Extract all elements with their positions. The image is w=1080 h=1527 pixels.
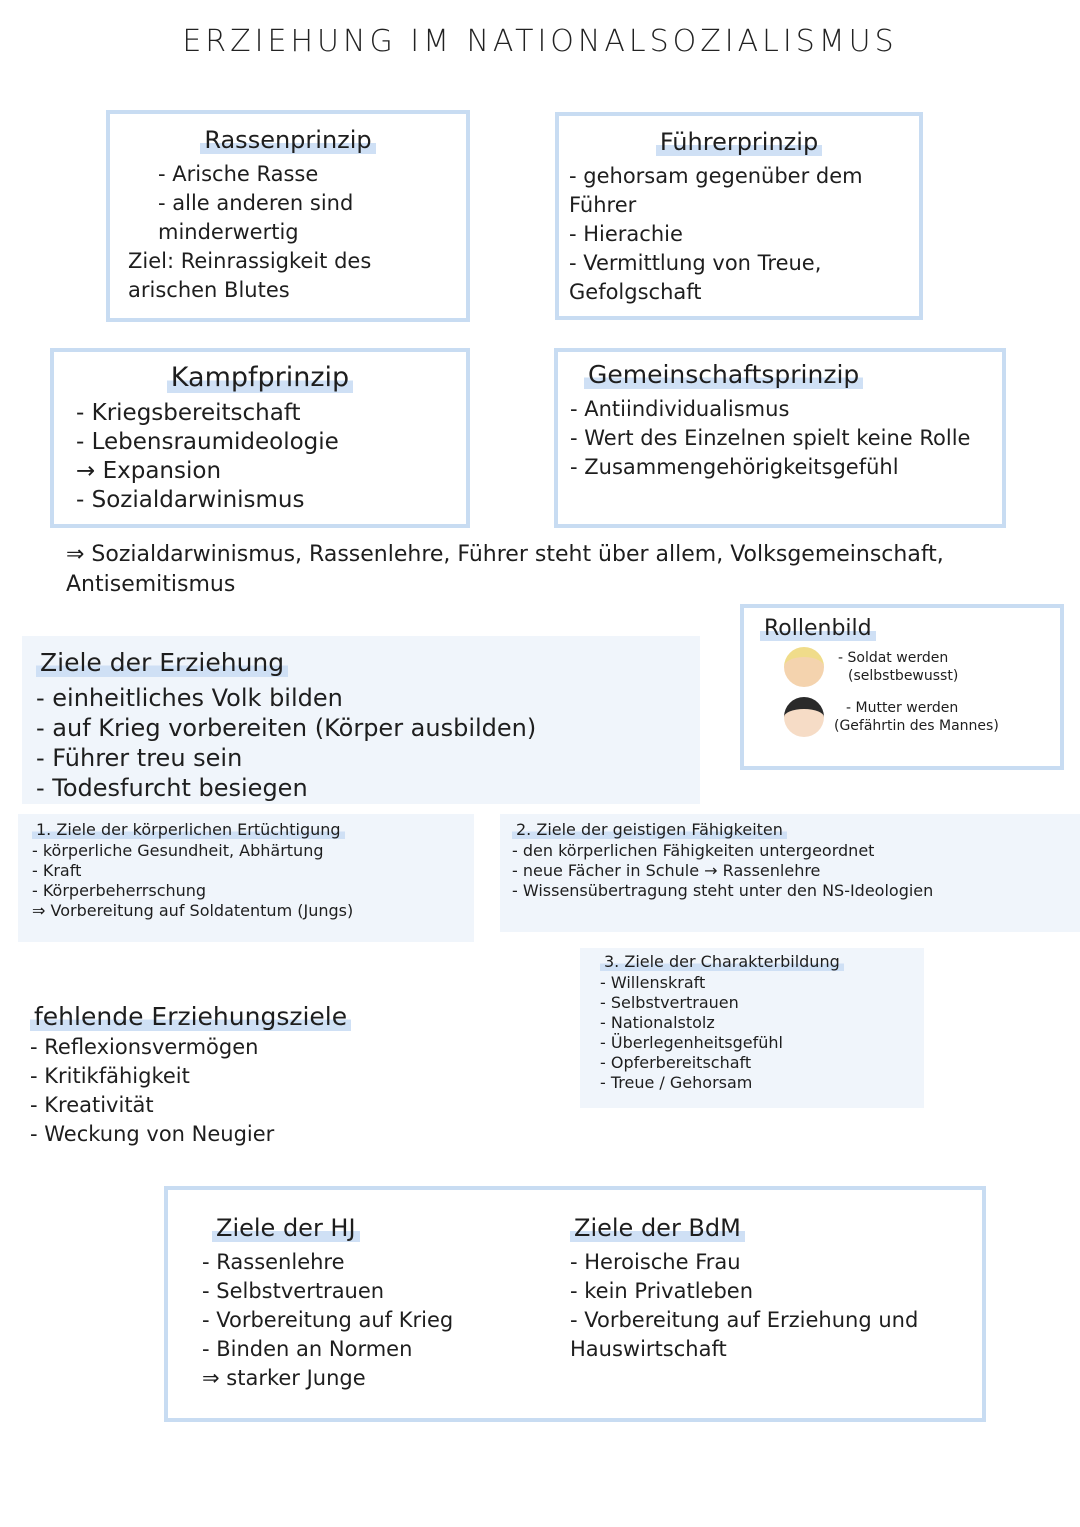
list-item: - Vorbereitung auf Krieg [202,1308,454,1332]
list-item: - den körperlichen Fähigkeiten untergeordnet [512,841,875,860]
list-item: - Sozialdarwinismus [76,487,305,513]
gemeinschaftsprinzip-box [554,348,1006,528]
list-item: - kein Privatleben [570,1279,754,1303]
gemeinschaftsprinzip-heading: Gemeinschaftsprinzip [584,360,863,389]
list-item: - neue Fächer in Schule → Rassenlehre [512,861,821,880]
page-title: ERZIEHUNG IM NATIONALSOZIALISMUS [182,24,898,59]
rollenbild-heading: Rollenbild [760,616,876,641]
koerperliche-ertuechtigung-panel [18,814,474,942]
hj-list [202,1248,562,1393]
list-item: - Todesfurcht besiegen [36,774,308,802]
rollenbild-girl-note: (Gefährtin des Mannes) [834,718,999,734]
gemeinschaftsprinzip-list [570,395,990,482]
list-item: - einheitliches Volk bilden [36,684,343,712]
list-item: - Zusammengehörigkeitsgefühl [570,455,899,479]
geistige-faehigkeiten-heading: 2. Ziele der geistigen Fähigkeiten [512,820,787,839]
ziele-erziehung-heading: Ziele der Erziehung [36,648,288,677]
list-item: - Willenskraft [600,973,706,992]
boy-avatar-icon [784,647,824,687]
fuehrerprinzip-list [569,162,909,307]
kampfprinzip-list [76,399,444,515]
list-item: - Kreativität [30,1093,154,1117]
geistige-faehigkeiten-panel [500,814,1080,932]
rassenprinzip-box [106,110,470,322]
charakterbildung-heading: 3. Ziele der Charakterbildung [600,952,844,971]
list-item: - körperliche Gesundheit, Abhärtung [32,841,324,860]
list-item: Ziel: Reinrassigkeit des arischen Blutes [128,249,372,302]
list-item: - Heroische Frau [570,1250,741,1274]
hj-section [202,1214,562,1393]
list-item: - Kriegsbereitschaft [76,400,301,426]
list-item: - auf Krieg vorbereiten (Körper ausbilden) [36,714,537,742]
list-item: - alle anderen sind minderwertig [158,191,354,244]
list-item: - Treue / Gehorsam [600,1073,753,1092]
list-item: - Weckung von Neugier [30,1122,275,1146]
list-item: - Arische Rasse [158,162,319,186]
list-item: - Führer treu sein [36,744,243,772]
fuehrerprinzip-heading: Führerprinzip [656,128,822,156]
rollenbild-box [740,604,1064,770]
girl-avatar-icon [784,697,824,737]
list-item: - Selbstvertrauen [202,1279,385,1303]
list-item: - Vorbereitung auf Erziehung und Hauswirtschaft [570,1308,919,1361]
fehlende-erziehungsziele-list [30,1033,470,1149]
list-item: - Lebensraumideologie [76,429,339,455]
charakterbildung-list [600,973,904,1093]
list-item: - Reflexionsvermögen [30,1035,259,1059]
hj-bdm-box [164,1186,986,1422]
summary-line: ⇒ Sozialdarwinismus, Rassenlehre, Führer steht über allem, Volksgemeinschaft, Antisemitismus [66,542,944,597]
koerperliche-ertuechtigung-list [32,841,460,921]
kampfprinzip-heading: Kampfprinzip [167,362,353,393]
list-item: - Wert des Einzelnen spielt keine Rolle [570,426,971,450]
list-item: - Hierachie [569,222,683,246]
koerperliche-ertuechtigung-heading: 1. Ziele der körperlichen Ertüchtigung [32,820,345,839]
kampfprinzip-box [50,348,470,528]
ziele-erziehung-panel [22,636,700,804]
bdm-section [570,1214,960,1364]
list-item: - Nationalstolz [600,1013,715,1032]
list-item: - Selbstvertrauen [600,993,739,1012]
rassenprinzip-heading: Rassenprinzip [200,126,375,154]
list-item: → Expansion [76,458,222,484]
list-item: - Antiindividualismus [570,397,790,421]
fehlende-erziehungsziele-heading: fehlende Erziehungsziele [30,1002,351,1031]
ziele-erziehung-list [36,683,686,803]
rollenbild-boy-role: - Soldat werden [838,650,949,666]
fehlende-erziehungsziele-section [30,1002,470,1149]
fuehrerprinzip-box [555,112,923,320]
rollenbild-boy-note: (selbstbewusst) [848,668,959,684]
list-item: - Opferbereitschaft [600,1053,752,1072]
list-item: - Überlegenheitsgefühl [600,1033,783,1052]
rollenbild-girl-role: - Mutter werden [846,700,959,716]
list-item: - gehorsam gegenüber dem Führer [569,164,863,217]
list-item: - Körperbeherrschung [32,881,207,900]
list-item: - Binden an Normen [202,1337,413,1361]
charakterbildung-panel [580,948,924,1108]
bdm-heading: Ziele der BdM [570,1214,745,1242]
list-item: - Wissensübertragung steht unter den NS-Ideologien [512,881,934,900]
list-item: - Kraft [32,861,82,880]
geistige-faehigkeiten-list [512,841,1068,901]
rassenprinzip-list [128,160,448,305]
list-item: - Rassenlehre [202,1250,345,1274]
list-item: ⇒ starker Junge [202,1366,366,1390]
list-item: - Vermittlung von Treue, Gefolgschaft [569,251,822,304]
list-item: - Kritikfähigkeit [30,1064,190,1088]
list-item: ⇒ Vorbereitung auf Soldatentum (Jungs) [32,901,354,920]
bdm-list [570,1248,960,1364]
hj-heading: Ziele der HJ [212,1214,360,1242]
